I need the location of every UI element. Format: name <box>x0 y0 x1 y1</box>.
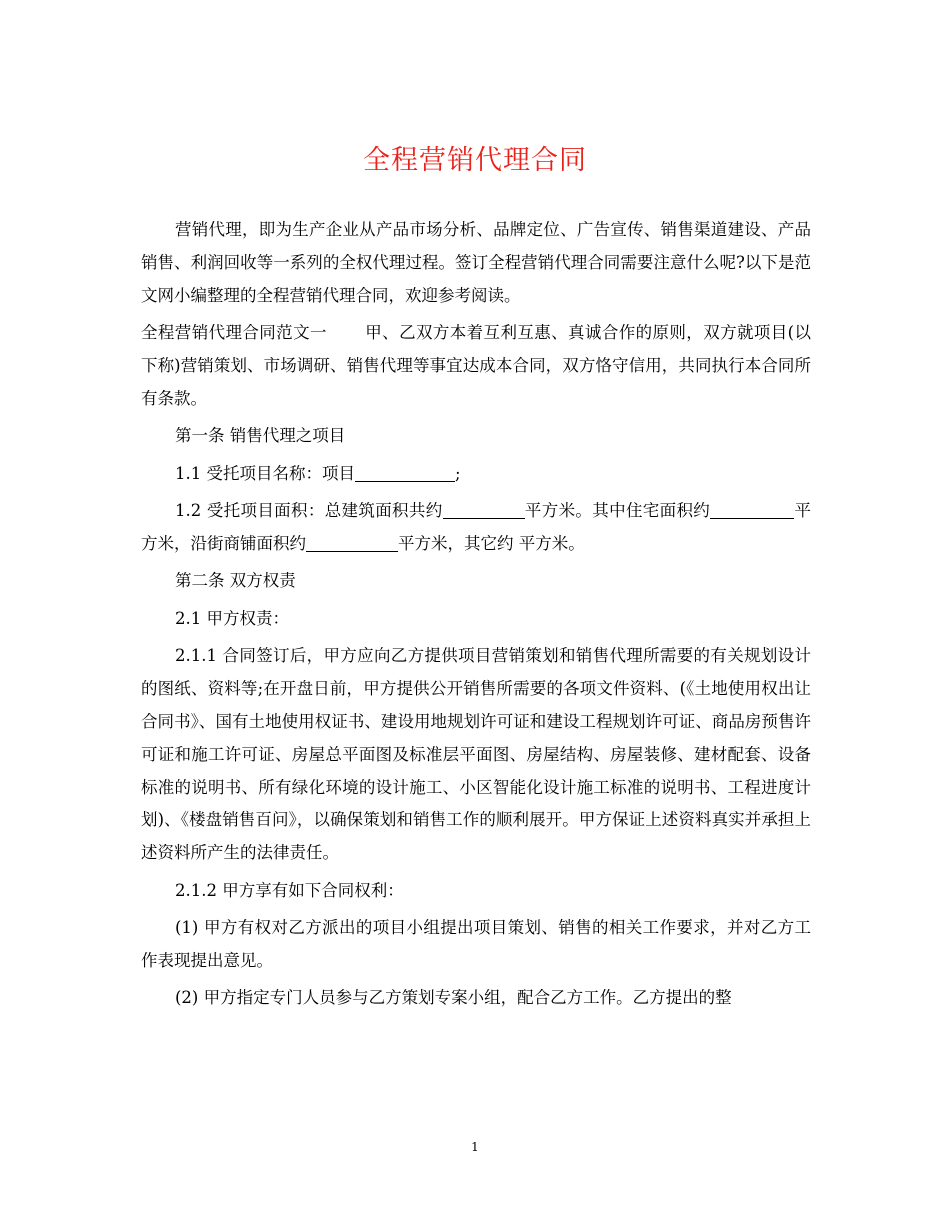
sample-heading: 全程营销代理合同范文一 <box>141 323 327 343</box>
document-title: 全程营销代理合同 <box>363 145 587 176</box>
article-1-heading: 第一条 销售代理之项目 <box>175 426 346 446</box>
item-1-1 <box>141 458 811 491</box>
blank-residential-area <box>710 498 794 519</box>
item-2-1: 2.1 甲方权责： <box>175 608 289 628</box>
item-2-1-1: 2.1.1 合同签订后，甲方应向乙方提供项目营销策划和销售代理所需要的有关规划设计的图纸、资料等;在开盘日前，甲方提供公开销售所需要的各项文件资料、(《土地使用权出让合同书》、国有土地使用权证书、建设用地规划许可证和建设工程规划许可证、商品房预售许可证和施工许可证、房屋总平面图及标准层平面图、房屋结构、房屋装修、建材配套、设备标准的说明书、所有绿化环境的设计施工、小区智能化设计施工标准的说明书、工程进度计划)、《楼盘销售百问》，以确保策划和销售工作的顺利展开。甲方保证上述资料真实并承担上述资料所产生的法律责任。 <box>141 646 811 863</box>
article-2-heading: 第二条 双方权责 <box>175 571 296 591</box>
document-body <box>141 214 811 1020</box>
item-2-1-2: 2.1.2 甲方享有如下合同权利： <box>175 880 404 900</box>
blank-shop-area <box>306 531 398 552</box>
item-1-2-b: 平方米。其中住宅面积约 <box>524 501 711 521</box>
item-1-2-c: 平方米，沿街商铺面积约 <box>141 501 811 553</box>
item-1-2 <box>141 495 811 561</box>
sample-paragraph <box>141 317 811 415</box>
item-paragraph-2: (2) 甲方指定专门人员参与乙方策划专案小组，配合乙方工作。乙方提出的整 <box>175 988 732 1008</box>
intro-paragraph: 营销代理，即为生产企业从产品市场分析、品牌定位、广告宣传、销售渠道建设、产品销售、利润回收等一系列的全权代理过程。签订全程营销代理合同需要注意什么呢?以下是范文网小编整理的全程营销代理合同，欢迎参考阅读。 <box>141 220 811 305</box>
item-paragraph-1: (1) 甲方有权对乙方派出的项目小组提出项目策划、销售的相关工作要求，并对乙方工作表现提出意见。 <box>141 918 811 970</box>
item-1-2-a: 1.2 受托项目面积：总建筑面积共约 <box>175 501 443 521</box>
blank-project-name <box>355 461 455 482</box>
page-number: 1 <box>471 1140 479 1154</box>
item-1-1-label: 1.1 受托项目名称：项目 <box>175 463 355 483</box>
sample-intro: 甲、乙双方本着互利互惠、真诚合作的原则，双方就项目(以下称)营销策划、市场调研、销售代理等事宜达成本合同，双方恪守信用，共同执行本合同所有条款。 <box>141 323 812 408</box>
blank-total-area <box>443 498 525 519</box>
item-1-2-d: 平方米，其它约 平方米。 <box>398 533 585 553</box>
item-1-1-end: ; <box>455 463 461 483</box>
